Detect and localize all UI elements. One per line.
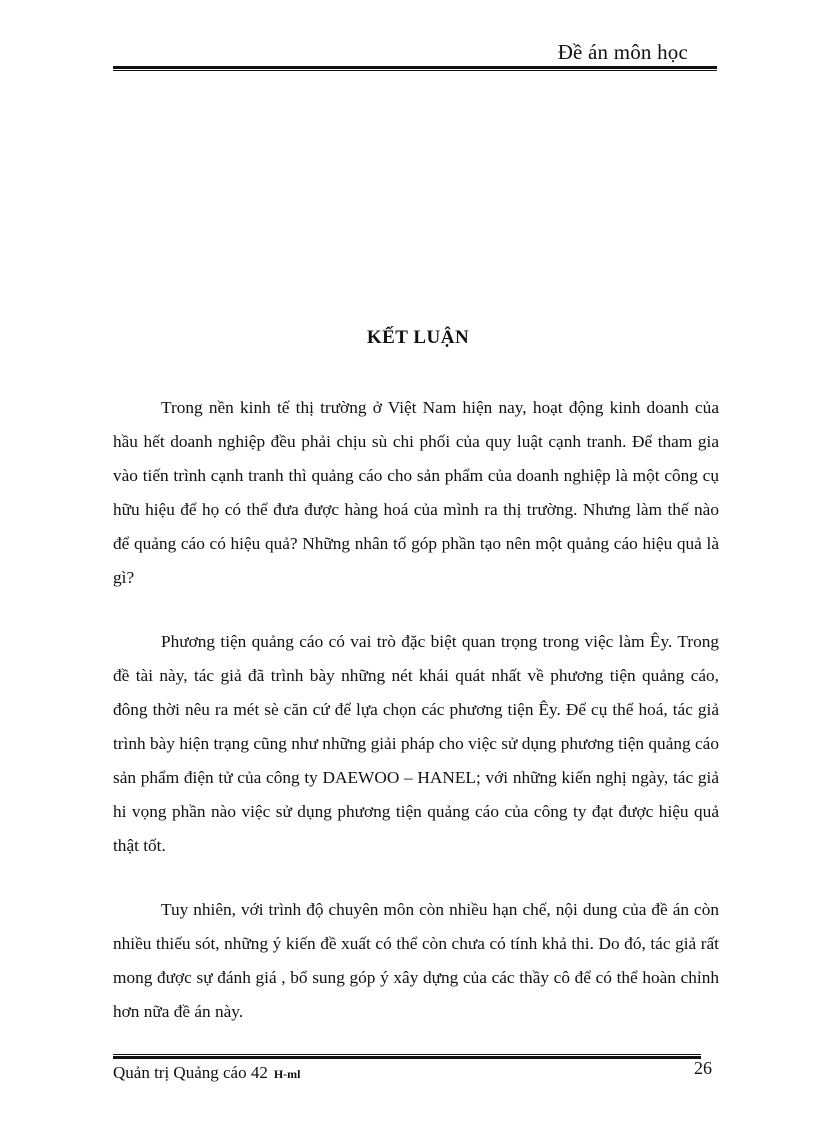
page-title: KẾT LUẬN — [366, 327, 470, 348]
header-title: Đề án môn học — [557, 40, 688, 64]
paragraph-2: Phương tiện quảng cáo có vai trò đặc biệt quan trọng trong việc làm Êy. Trong đề tài này, tác giả đã trình bày những nét khái quát nhất về phương tiện quảng cáo, đông thời nêu ra mét sè căn cứ để lựa chọn các phương tiện Êy. Để cụ thể hoá, tác giả trình bày hiện trạng cũng như những giải pháp cho việc sử dụng phương tiện quảng cáo sản phẩm điện tử của công ty DAEWOO – HANEL; với những kiến nghị ngày, tác giả hi vọng phần nào việc sử dụng phương tiện quảng cáo của công ty đạt được hiệu quả thật tốt. — [113, 632, 719, 855]
header-rule — [113, 66, 717, 71]
paragraph-1: Trong nền kinh tế thị trường ở Việt Nam hiện nay, hoạt động kinh doanh của hầu hết doanh nghiệp đều phải chịu sù chi phối của quy luật cạnh tranh. Để tham gia vào tiến trình cạnh tranh thì quảng cáo cho sản phẩm của doanh nghiệp là một công cụ hữu hiệu để họ có thể đưa được hàng hoá của mình ra thị trường. Nhưng làm thế nào để quảng cáo có hiệu quả? Những nhân tố góp phần tạo nên một quảng cáo hiệu quả là gì? — [113, 398, 719, 587]
footer-course-text: Quản trị Quảng cáo 42 — [113, 1063, 268, 1082]
paragraph-3: Tuy nhiên, với trình độ chuyên môn còn nhiều hạn chế, nội dung của đề án còn nhiều thiếu sót, những ý kiến đề xuất có thể còn chưa có tính khả thi. Do đó, tác giả rất mong được sự đánh giá , bổ sung góp ý xây dựng của các thầy cô để có thể hoàn chỉnh hơn nữa đề án này. — [113, 900, 719, 1021]
footer-class-code: H-ml — [273, 1067, 301, 1081]
footer-rule — [113, 1054, 701, 1059]
footer-course-label — [113, 1063, 301, 1083]
page-number: 26 — [694, 1058, 712, 1078]
